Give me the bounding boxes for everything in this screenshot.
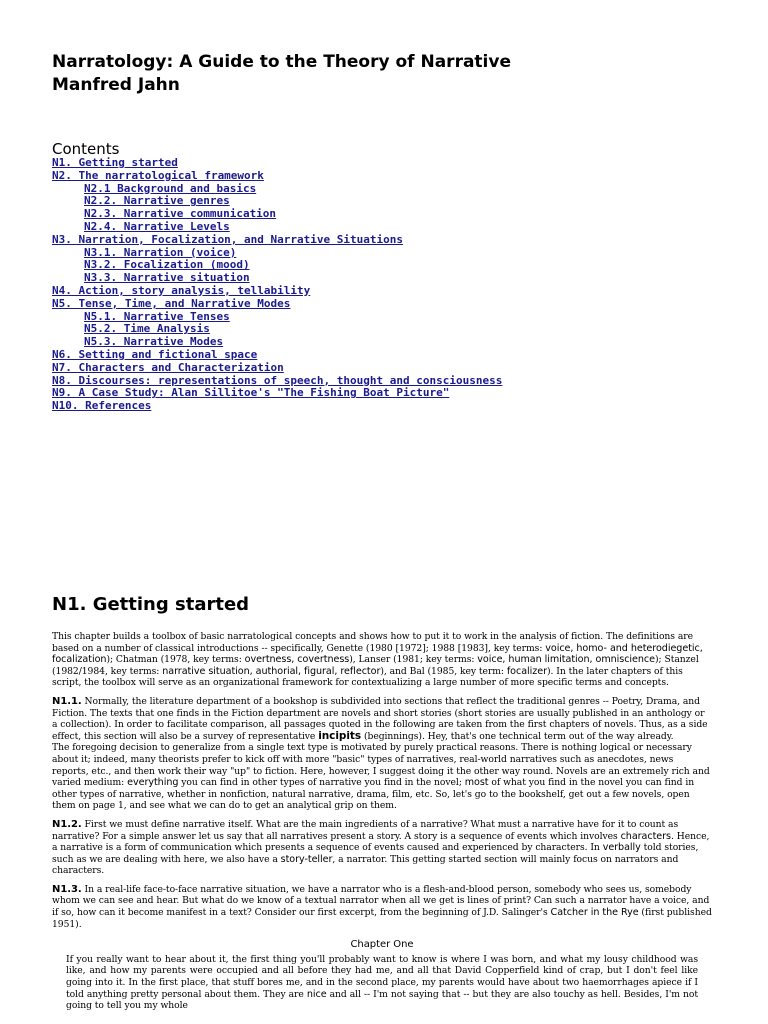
paragraph-label: N1.2. (52, 818, 82, 830)
table-of-contents (52, 157, 502, 413)
toc-link[interactable]: N2.4. Narrative Levels (84, 219, 230, 233)
emphasis-text: nice (306, 988, 327, 1000)
text-run: ); Chatman (1978, key terms: (106, 654, 245, 666)
document-title (52, 51, 511, 97)
title-line: Narratology: A Guide to the Theory of Narrative (52, 52, 511, 72)
text-run: The foregoing decision to generalize from a single text type is motivated by purely practical reasons. There is nothing logical or necessary about it; indeed, many theorists prefer to kick off with more "basic" types of narratives, real-world narratives such as anecdotes, news reports, etc., and then work their way "up" to fiction. Here, however, I suggest doing it the other way round. Novels are an extremely rich and varied medium: (52, 742, 710, 789)
emphasis-text: story-teller (280, 853, 333, 865)
toc-link[interactable]: N8. Discourses: representations of speech, thought and consciousness (52, 373, 503, 387)
author-line: Manfred Jahn (52, 75, 180, 95)
section-heading: N1. Getting started (52, 594, 250, 615)
toc-link[interactable]: N3.3. Narrative situation (84, 271, 250, 285)
toc-link[interactable]: N2.2. Narrative genres (84, 194, 230, 208)
contents-heading: Contents (52, 140, 120, 158)
emphasis-text: everything (127, 777, 179, 789)
text-run: , a narrator. This getting started section will mainly focus on narrators and characters. (52, 853, 679, 877)
toc-link[interactable]: N9. A Case Study: Alan Sillitoe's "The Fishing Boat Picture" (52, 386, 450, 400)
chapter-heading: Chapter One (350, 939, 414, 951)
toc-link[interactable]: N3.2. Focalization (mood) (84, 258, 250, 272)
text-run: ); Stanzel (1982/1984, key terms: (52, 654, 699, 677)
emphasis-text: voice, human limitation, omniscience (477, 654, 656, 666)
toc-link[interactable]: N5.3. Narrative Modes (84, 335, 224, 349)
text-run: ), Lanser (1981; key terms: (349, 654, 478, 666)
toc-link[interactable]: N5. Tense, Time, and Narrative Modes (52, 296, 291, 310)
toc-link[interactable]: N2.3. Narrative communication (84, 207, 277, 221)
paragraph-text (52, 819, 709, 876)
emphasis-text: incipits (318, 729, 362, 742)
emphasis-text: focalizer (506, 665, 548, 677)
paragraph-text (52, 742, 710, 811)
paragraph-text (52, 884, 712, 930)
text-run: First we must define narrative itself. What are the main ingredients of a narrative? What must a narrative have for it to count as narrative? For a simple answer let us say that all narratives present a story. A story is a sequence of events which involves (52, 818, 679, 842)
text-run: you can find in other types of narrative you find in the novel; (178, 777, 465, 789)
emphasis-text: overtness, covertness (244, 654, 350, 666)
section-body (52, 631, 712, 1012)
toc-link[interactable]: N2. The narratological framework (52, 168, 264, 182)
toc-link[interactable]: N6. Setting and fictional space (52, 347, 258, 361)
toc-link[interactable]: N3. Narration, Focalization, and Narrative Situations (52, 232, 403, 246)
text-run: and all -- I'm not saying that -- but they are also touchy as hell. Besides, I'm not going to tell you my whole (66, 988, 698, 1012)
emphasis-text: voice, homo- and heterodiegetic, focalization (52, 642, 703, 666)
text-run: (first published 1951). (52, 907, 712, 930)
text-run: In a real-life face-to-face narrative situation, we have a narrator who is a flesh-and-blood person, somebody who sees us, somebody whom we can see and hear. But what do we know of a textual narrator when all we get is lines of print? Can such a narrator have a voice, and if so, how can it become manifest in a text? Consider our first excerpt, from the beginning of J.D. Salinger's (52, 883, 710, 919)
text-run: If you really want to hear about it, the first thing you'll probably want to know is where I was born, and what my lousy childhood was like, and how my parents were occupied and all before they had me, and all that David Copperfield kind of crap, but I don't feel like going into it. In the first place, that stuff bores me, and in the second place, my parents would have about two haemorrhages apiece if I told anything pretty personal about them. They are (66, 953, 698, 1000)
emphasis-text: verbally (602, 842, 641, 854)
paragraph-label: N1.1. (52, 695, 82, 707)
text-run: Normally, the literature department of a bookshop is subdivided into sections that reflect the traditional genres -- Poetry, Drama, and Fiction. The texts that one finds in the Fiction department are novels and short stories (short stories are usually published in an anthology or a collection). In order to facilitate comparison, all passages quoted in the following are taken from the first chapters of novels. Thus, as a side effect, this section will also be a survey of representative (52, 695, 708, 742)
text-run: ), and Bal (1985, key term: (380, 665, 507, 677)
toc-item (52, 400, 502, 413)
text-run: of what you find in the novel you can find in other types of narrative, whether in nonfiction, natural narrative, drama, film, etc. So, let's go to the bookshelf, get out a few novels, open them on page 1, and see what we can do to get an analytical grip on them. (52, 777, 695, 812)
paragraph-n1-1 (52, 696, 712, 812)
paragraph-label: N1.3. (52, 883, 82, 895)
intro-paragraph (52, 631, 712, 689)
emphasis-text: most (464, 777, 489, 789)
paragraph-n1-2 (52, 819, 712, 877)
emphasis-text: characters (620, 830, 672, 842)
toc-link[interactable]: N10. References (52, 399, 152, 413)
toc-link[interactable]: N5.2. Time Analysis (84, 322, 210, 336)
toc-link[interactable]: N5.1. Narrative Tenses (84, 309, 230, 323)
emphasis-text: Catcher in the Rye (550, 907, 639, 919)
block-quote (66, 954, 698, 1012)
toc-link[interactable]: N1. Getting started (52, 156, 178, 169)
toc-link[interactable]: N4. Action, story analysis, tellability (52, 283, 311, 297)
toc-link[interactable]: N7. Characters and Characterization (52, 360, 284, 374)
text-run: . Hence, a narrative is a form of communication which presents a sequence of events caused and experienced by characters. In (52, 830, 710, 854)
emphasis-text: narrative situation, authorial, figural, reflector (162, 665, 381, 677)
text-run: This chapter builds a toolbox of basic narratological concepts and shows how to put it to work in the analysis of fiction. The definitions are based on a number of classical introductions -- specifically, Genette (1980 [1972]; 1988 [1983], key terms: (52, 631, 693, 654)
text-run: told stories, such as we are dealing with here, we also have a (52, 842, 699, 865)
paragraph-n1-3 (52, 884, 712, 930)
text-run: ). In the later chapters of this script, the toolbox will serve as an organizational framework for contextualizing a large number of more specific terms and concepts. (52, 665, 683, 689)
toc-link[interactable]: N3.1. Narration (voice) (84, 245, 237, 259)
text-run: (beginnings). Hey, that's one technical term out of the way already. (361, 730, 674, 742)
toc-link[interactable]: N2.1 Background and basics (84, 181, 257, 195)
paragraph-text (52, 696, 708, 742)
